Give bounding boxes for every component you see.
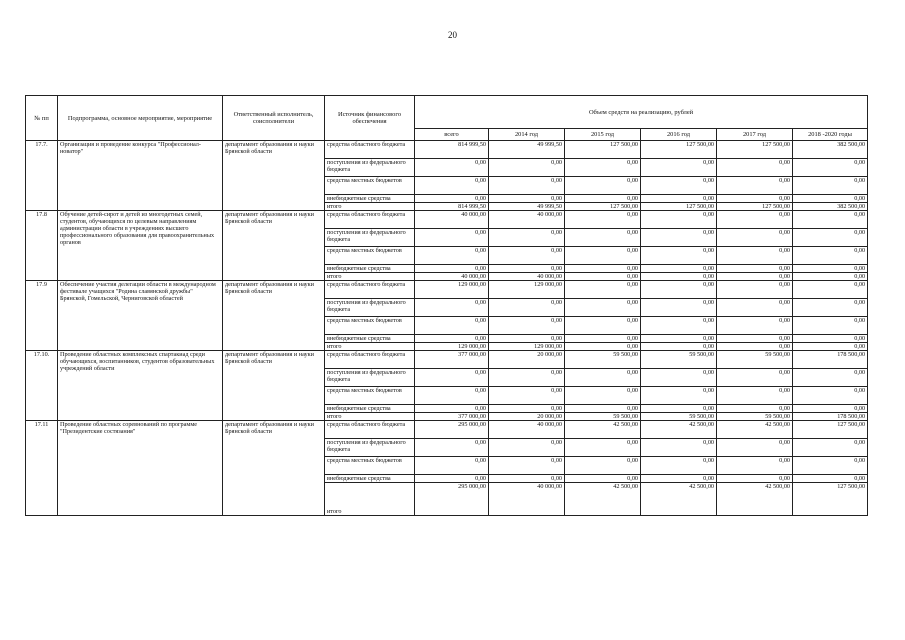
amount-cell: 0,00 bbox=[717, 281, 793, 299]
amount-cell: 127 500,00 bbox=[793, 483, 868, 516]
amount-cell: 0,00 bbox=[641, 265, 717, 273]
amount-cell: 0,00 bbox=[793, 439, 868, 457]
amount-cell: 814 999,50 bbox=[415, 203, 489, 211]
amount-cell: 40 000,00 bbox=[489, 211, 565, 229]
amount-cell: 0,00 bbox=[793, 229, 868, 247]
source-label: итого bbox=[325, 483, 415, 516]
amount-cell: 0,00 bbox=[641, 335, 717, 343]
amount-cell: 0,00 bbox=[489, 247, 565, 265]
amount-cell: 0,00 bbox=[717, 229, 793, 247]
group-name: Проведение областных комплексных спартакиад среди обучающихся, воспитанников, студентов образовательных учреждений области bbox=[58, 351, 223, 421]
page-number: 20 bbox=[448, 30, 457, 40]
amount-cell: 0,00 bbox=[793, 281, 868, 299]
source-label: средства областного бюджета bbox=[325, 421, 415, 439]
source-label: поступления из федерального бюджета bbox=[325, 299, 415, 317]
amount-cell: 0,00 bbox=[489, 159, 565, 177]
amount-cell: 59 500,00 bbox=[641, 413, 717, 421]
amount-cell: 0,00 bbox=[793, 247, 868, 265]
header-year: 2014 год bbox=[489, 129, 565, 141]
amount-cell: 0,00 bbox=[415, 439, 489, 457]
amount-cell: 42 500,00 bbox=[565, 421, 641, 439]
amount-cell: 382 500,00 bbox=[793, 203, 868, 211]
amount-cell: 0,00 bbox=[415, 317, 489, 335]
amount-cell: 0,00 bbox=[565, 177, 641, 195]
amount-cell: 127 500,00 bbox=[641, 203, 717, 211]
amount-cell: 0,00 bbox=[565, 335, 641, 343]
amount-cell: 0,00 bbox=[641, 475, 717, 483]
amount-cell: 0,00 bbox=[489, 335, 565, 343]
amount-cell: 0,00 bbox=[489, 195, 565, 203]
amount-cell: 0,00 bbox=[717, 335, 793, 343]
amount-cell: 40 000,00 bbox=[489, 421, 565, 439]
amount-cell: 59 500,00 bbox=[717, 413, 793, 421]
amount-cell: 0,00 bbox=[489, 299, 565, 317]
amount-cell: 0,00 bbox=[565, 439, 641, 457]
group-number: 17.8 bbox=[26, 211, 58, 281]
amount-cell: 0,00 bbox=[641, 281, 717, 299]
amount-cell: 0,00 bbox=[415, 335, 489, 343]
table-row bbox=[26, 351, 868, 369]
header-volume: Объем средств на реализацию, рублей bbox=[415, 96, 868, 129]
amount-cell: 0,00 bbox=[641, 317, 717, 335]
source-label: поступления из федерального бюджета bbox=[325, 159, 415, 177]
amount-cell: 0,00 bbox=[565, 317, 641, 335]
amount-cell: 0,00 bbox=[565, 405, 641, 413]
amount-cell: 0,00 bbox=[565, 369, 641, 387]
amount-cell: 0,00 bbox=[489, 475, 565, 483]
source-label: внебюджетные средства bbox=[325, 265, 415, 273]
amount-cell: 0,00 bbox=[489, 457, 565, 475]
source-label: внебюджетные средства bbox=[325, 195, 415, 203]
amount-cell: 0,00 bbox=[565, 475, 641, 483]
amount-cell: 127 500,00 bbox=[641, 141, 717, 159]
group-name: Проведение областных соревнований по программе "Президентские состязания" bbox=[58, 421, 223, 516]
amount-cell: 0,00 bbox=[793, 317, 868, 335]
amount-cell: 127 500,00 bbox=[717, 141, 793, 159]
group-executor: департамент образования и науки Брянской области bbox=[223, 281, 325, 351]
source-label: поступления из федерального бюджета bbox=[325, 229, 415, 247]
amount-cell: 0,00 bbox=[793, 405, 868, 413]
amount-cell: 0,00 bbox=[717, 475, 793, 483]
amount-cell: 0,00 bbox=[717, 247, 793, 265]
amount-cell: 49 999,50 bbox=[489, 203, 565, 211]
group-executor: департамент образования и науки Брянской области bbox=[223, 141, 325, 211]
amount-cell: 0,00 bbox=[717, 317, 793, 335]
header-year: 2015 год bbox=[565, 129, 641, 141]
amount-cell: 0,00 bbox=[717, 273, 793, 281]
amount-cell: 0,00 bbox=[565, 247, 641, 265]
group-number: 17.9 bbox=[26, 281, 58, 351]
amount-cell: 40 000,00 bbox=[415, 211, 489, 229]
source-label: поступления из федерального бюджета bbox=[325, 369, 415, 387]
amount-cell: 40 000,00 bbox=[489, 483, 565, 516]
amount-cell: 0,00 bbox=[565, 195, 641, 203]
source-label: средства областного бюджета bbox=[325, 141, 415, 159]
table-row bbox=[26, 141, 868, 159]
amount-cell: 129 000,00 bbox=[415, 343, 489, 351]
amount-cell: 59 500,00 bbox=[717, 351, 793, 369]
amount-cell: 178 500,00 bbox=[793, 351, 868, 369]
amount-cell: 0,00 bbox=[415, 387, 489, 405]
amount-cell: 0,00 bbox=[641, 195, 717, 203]
amount-cell: 42 500,00 bbox=[717, 483, 793, 516]
amount-cell: 0,00 bbox=[489, 265, 565, 273]
amount-cell: 20 000,00 bbox=[489, 413, 565, 421]
amount-cell: 0,00 bbox=[415, 299, 489, 317]
amount-cell: 377 000,00 bbox=[415, 413, 489, 421]
amount-cell: 0,00 bbox=[565, 273, 641, 281]
amount-cell: 42 500,00 bbox=[565, 483, 641, 516]
amount-cell: 0,00 bbox=[641, 273, 717, 281]
source-label: внебюджетные средства bbox=[325, 335, 415, 343]
source-label: средства местных бюджетов bbox=[325, 317, 415, 335]
amount-cell: 0,00 bbox=[489, 369, 565, 387]
amount-cell: 0,00 bbox=[641, 177, 717, 195]
group-executor: департамент образования и науки Брянской области bbox=[223, 211, 325, 281]
amount-cell: 0,00 bbox=[793, 343, 868, 351]
amount-cell: 127 500,00 bbox=[565, 141, 641, 159]
source-label: итого bbox=[325, 203, 415, 211]
amount-cell: 0,00 bbox=[793, 211, 868, 229]
amount-cell: 0,00 bbox=[717, 211, 793, 229]
amount-cell: 0,00 bbox=[717, 387, 793, 405]
amount-cell: 0,00 bbox=[717, 177, 793, 195]
group-executor: департамент образования и науки Брянской области bbox=[223, 351, 325, 421]
group-number: 17.7. bbox=[26, 141, 58, 211]
amount-cell: 0,00 bbox=[565, 265, 641, 273]
amount-cell: 0,00 bbox=[641, 387, 717, 405]
amount-cell: 129 000,00 bbox=[489, 281, 565, 299]
amount-cell: 0,00 bbox=[415, 229, 489, 247]
amount-cell: 0,00 bbox=[793, 335, 868, 343]
amount-cell: 0,00 bbox=[641, 439, 717, 457]
amount-cell: 0,00 bbox=[717, 457, 793, 475]
amount-cell: 382 500,00 bbox=[793, 141, 868, 159]
source-label: итого bbox=[325, 273, 415, 281]
amount-cell: 295 000,00 bbox=[415, 421, 489, 439]
amount-cell: 0,00 bbox=[415, 177, 489, 195]
amount-cell: 0,00 bbox=[565, 229, 641, 247]
amount-cell: 0,00 bbox=[717, 369, 793, 387]
group-number: 17.10. bbox=[26, 351, 58, 421]
header-year: 2017 год bbox=[717, 129, 793, 141]
source-label: средства местных бюджетов bbox=[325, 247, 415, 265]
table-row bbox=[26, 281, 868, 299]
header-year: 2016 год bbox=[641, 129, 717, 141]
amount-cell: 0,00 bbox=[641, 247, 717, 265]
amount-cell: 0,00 bbox=[489, 229, 565, 247]
amount-cell: 40 000,00 bbox=[489, 273, 565, 281]
amount-cell: 0,00 bbox=[793, 177, 868, 195]
amount-cell: 0,00 bbox=[641, 159, 717, 177]
source-label: средства областного бюджета bbox=[325, 351, 415, 369]
amount-cell: 178 500,00 bbox=[793, 413, 868, 421]
amount-cell: 0,00 bbox=[565, 457, 641, 475]
group-number: 17.11 bbox=[26, 421, 58, 516]
amount-cell: 0,00 bbox=[641, 343, 717, 351]
table-row bbox=[26, 211, 868, 229]
header-year: 2018 -2020 годы bbox=[793, 129, 868, 141]
amount-cell: 0,00 bbox=[489, 439, 565, 457]
amount-cell: 42 500,00 bbox=[641, 483, 717, 516]
amount-cell: 0,00 bbox=[489, 317, 565, 335]
amount-cell: 295 000,00 bbox=[415, 483, 489, 516]
amount-cell: 0,00 bbox=[717, 159, 793, 177]
amount-cell: 0,00 bbox=[641, 211, 717, 229]
amount-cell: 0,00 bbox=[641, 405, 717, 413]
amount-cell: 0,00 bbox=[717, 195, 793, 203]
amount-cell: 0,00 bbox=[415, 457, 489, 475]
amount-cell: 0,00 bbox=[793, 299, 868, 317]
amount-cell: 0,00 bbox=[415, 405, 489, 413]
header-num: № пп bbox=[26, 96, 58, 141]
header-source: Источник финансового обеспечения bbox=[325, 96, 415, 141]
table-body bbox=[26, 141, 868, 516]
amount-cell: 0,00 bbox=[565, 387, 641, 405]
amount-cell: 127 500,00 bbox=[717, 203, 793, 211]
amount-cell: 0,00 bbox=[793, 265, 868, 273]
group-name: Обучение детей-сирот и детей из многодетных семей, студентов, обучающихся по целевым направлениям администрации области в учреждениях высшего профессионального образования для правоохранительных органов bbox=[58, 211, 223, 281]
amount-cell: 20 000,00 bbox=[489, 351, 565, 369]
amount-cell: 814 999,50 bbox=[415, 141, 489, 159]
source-label: средства местных бюджетов bbox=[325, 177, 415, 195]
amount-cell: 0,00 bbox=[641, 457, 717, 475]
table-row bbox=[26, 421, 868, 439]
source-label: внебюджетные средства bbox=[325, 405, 415, 413]
group-name: Обеспечение участия делегации области в международном фестивале учащихся "Родина славянской дружбы" Брянской, Гомельской, Черниговской областей bbox=[58, 281, 223, 351]
amount-cell: 0,00 bbox=[717, 299, 793, 317]
amount-cell: 129 000,00 bbox=[489, 343, 565, 351]
amount-cell: 0,00 bbox=[793, 195, 868, 203]
source-label: средства местных бюджетов bbox=[325, 457, 415, 475]
amount-cell: 0,00 bbox=[565, 159, 641, 177]
amount-cell: 0,00 bbox=[717, 405, 793, 413]
source-label: средства местных бюджетов bbox=[325, 387, 415, 405]
amount-cell: 0,00 bbox=[793, 457, 868, 475]
source-label: внебюджетные средства bbox=[325, 475, 415, 483]
amount-cell: 0,00 bbox=[641, 369, 717, 387]
amount-cell: 0,00 bbox=[415, 265, 489, 273]
amount-cell: 0,00 bbox=[415, 159, 489, 177]
header-program: Подпрограмма, основное мероприятие, мероприятие bbox=[58, 96, 223, 141]
amount-cell: 377 000,00 bbox=[415, 351, 489, 369]
amount-cell: 0,00 bbox=[793, 475, 868, 483]
amount-cell: 59 500,00 bbox=[565, 413, 641, 421]
group-name: Организация и проведение конкурса "Профессионал-новатор" bbox=[58, 141, 223, 211]
amount-cell: 59 500,00 bbox=[641, 351, 717, 369]
amount-cell: 0,00 bbox=[793, 273, 868, 281]
header-year: всего bbox=[415, 129, 489, 141]
amount-cell: 127 500,00 bbox=[793, 421, 868, 439]
amount-cell: 0,00 bbox=[565, 281, 641, 299]
amount-cell: 0,00 bbox=[793, 159, 868, 177]
amount-cell: 0,00 bbox=[489, 387, 565, 405]
amount-cell: 0,00 bbox=[641, 229, 717, 247]
header-executor: Ответственный исполнитель, соисполнители bbox=[223, 96, 325, 141]
amount-cell: 0,00 bbox=[415, 247, 489, 265]
amount-cell: 0,00 bbox=[415, 195, 489, 203]
source-label: итого bbox=[325, 413, 415, 421]
amount-cell: 59 500,00 bbox=[565, 351, 641, 369]
amount-cell: 127 500,00 bbox=[565, 203, 641, 211]
amount-cell: 42 500,00 bbox=[641, 421, 717, 439]
source-label: итого bbox=[325, 343, 415, 351]
amount-cell: 0,00 bbox=[793, 369, 868, 387]
amount-cell: 49 999,50 bbox=[489, 141, 565, 159]
amount-cell: 0,00 bbox=[415, 475, 489, 483]
group-executor: департамент образования и науки Брянской области bbox=[223, 421, 325, 516]
amount-cell: 42 500,00 bbox=[717, 421, 793, 439]
amount-cell: 0,00 bbox=[565, 299, 641, 317]
amount-cell: 0,00 bbox=[793, 387, 868, 405]
source-label: средства областного бюджета bbox=[325, 281, 415, 299]
amount-cell: 0,00 bbox=[717, 439, 793, 457]
amount-cell: 0,00 bbox=[717, 343, 793, 351]
amount-cell: 0,00 bbox=[489, 177, 565, 195]
source-label: поступления из федерального бюджета bbox=[325, 439, 415, 457]
amount-cell: 0,00 bbox=[717, 265, 793, 273]
amount-cell: 0,00 bbox=[489, 405, 565, 413]
amount-cell: 129 000,00 bbox=[415, 281, 489, 299]
source-label: средства областного бюджета bbox=[325, 211, 415, 229]
amount-cell: 0,00 bbox=[641, 299, 717, 317]
amount-cell: 0,00 bbox=[565, 211, 641, 229]
amount-cell: 0,00 bbox=[565, 343, 641, 351]
amount-cell: 40 000,00 bbox=[415, 273, 489, 281]
amount-cell: 0,00 bbox=[415, 369, 489, 387]
budget-table bbox=[25, 95, 868, 516]
